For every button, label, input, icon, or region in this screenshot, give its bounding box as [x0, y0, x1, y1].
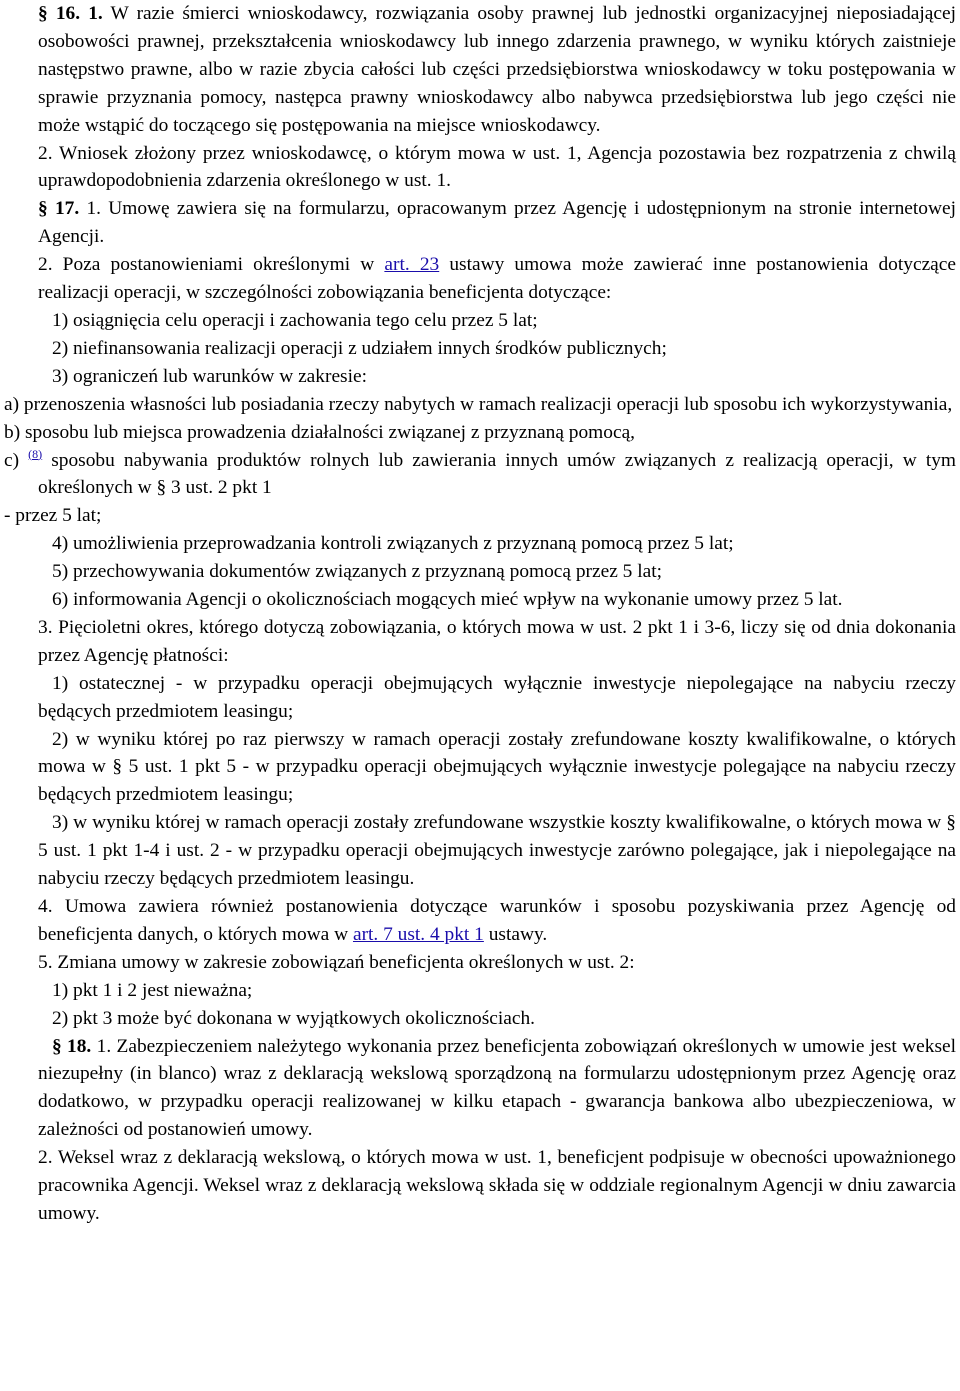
paragraph-17-4-intro: 4. Umowa zawiera również postanowienia dotyczące warunków i sposobu pozyskiwania przez Agencję od beneficjenta danych, o których mowa w	[38, 896, 956, 945]
letter-item-c-text: sposobu nabywania produktów rolnych lub zawierania innych umów związanych z realizacją operacji, w tym określonych w § 3 ust. 2 pkt 1	[38, 449, 956, 499]
art-7-link[interactable]: art. 7 ust. 4 pkt 1	[352, 923, 484, 945]
paragraph-17-3-item-2	[4, 726, 956, 810]
list-item-3: 3) ograniczeń lub warunków w zakresie:	[52, 365, 367, 387]
section-18-number: § 18.	[52, 1035, 92, 1057]
section-17-number: § 17.	[38, 198, 80, 220]
paragraph-17-3: 3. Pięcioletni okres, którego dotyczą zobowiązania, o których mowa w ust. 2 pkt 1 i 3-6, liczy się od dnia dokonania przez Agencję płatności:	[38, 616, 956, 666]
list-item-2: 2) niefinansowania realizacji operacji z udziałem innych środków publicznych;	[52, 337, 667, 359]
paragraph-17-3-item-2-text: 2) w wyniku której po raz pierwszy w ramach operacji zostały zrefundowane koszty kwalifikowalne, o których mowa w § 5 ust. 1 pkt 5 - w przypadku operacji obejmujących wyłącznie inwestycje polegające na nabyciu rzeczy będących przedmiotem leasingu;	[38, 728, 956, 806]
paragraph-18-1	[4, 1033, 956, 1145]
paragraph-17-2-rest: ustawy umowa może zawierać inne postanowienia dotyczące realizacji operacji, w szczególności zobowiązania beneficjenta dotyczące:	[38, 254, 956, 304]
paragraph-16-1	[4, 0, 956, 140]
section-18-1-text: 1. Zabezpieczeniem należytego wykonania przez beneficjenta zobowiązań określonych w umowie jest weksel niezupełny (in blanco) wraz z deklaracją wekslową sporządzoną na formularzu udostępnionym przez Agencję oraz dodatkowo, w przypadku operacji realizowanej w kilku etapach - gwarancja bankowa albo ubezpieczeniowa, w zależności od postanowień umowy.	[38, 1035, 956, 1141]
art-23-link[interactable]: art. 23	[384, 254, 440, 276]
paragraph-16-2: 2. Wniosek złożony przez wnioskodawcę, o którym mowa w ust. 1, Agencja pozostawia bez rozpatrzenia z chwilą uprawdopodobnienia zdarzenia określonego w ust. 1.	[38, 142, 956, 192]
paragraph-18-2: 2. Weksel wraz z deklaracją wekslową, o których mowa w ust. 1, beneficjent podpisuje w obecności upoważnionego pracownika Agencji. Weksel wraz z deklaracją wekslową składa się w oddziale regionalnym Agencji w dniu zawarcia umowy.	[38, 1147, 956, 1224]
paragraph-17-3-item-3	[4, 809, 956, 893]
letter-item-c	[4, 447, 956, 503]
paragraph-17-1	[4, 195, 956, 251]
paragraph-17-3-item-3-text: 3) w wyniku której w ramach operacji zostały zrefundowane wszystkie koszty kwalifikowalne, o których mowa w § 5 ust. 1 pkt 1-4 i ust. 2 - w przypadku operacji obejmujących inwestycje zarówno polegające, jak i niepolegające na nabyciu rzeczy będących przedmiotem leasingu.	[38, 812, 956, 890]
paragraph-17-3-item-1	[4, 670, 956, 726]
paragraph-17-2	[4, 251, 956, 307]
paragraph-17-4	[4, 893, 956, 949]
list-item-4: 4) umożliwienia przeprowadzania kontroli związanych z przyznaną pomocą przez 5 lat;	[52, 533, 734, 555]
paragraph-17-5-item-2: 2) pkt 3 może być dokonana w wyjątkowych okolicznościach.	[52, 1007, 536, 1029]
section-16-number: § 16. 1.	[38, 3, 103, 24]
list-item-1: 1) osiągnięcia celu operacji i zachowania tego celu przez 5 lat;	[52, 309, 538, 331]
section-16-1-text: W razie śmierci wnioskodawcy, rozwiązania osoby prawnej lub jednostki organizacyjnej nieposiadającej osobowości prawnej, przekształcenia wnioskodawcy lub innego zdarzenia prawnego, w wyniku których zaistnieje następstwo prawne, albo w razie zbycia całości lub części przedsiębiorstwa wnioskodawcy w toku postępowania w sprawie przyznania pomocy, następca prawny wnioskodawcy albo nabywca przedsiębiorstwa lub jego części nie może wstąpić do toczącego się postępowania na miejsce wnioskodawcy.	[38, 3, 956, 136]
list-item-6-text: 6) informowania Agencji o okolicznościach mogących mieć wpływ na wykonanie umowy przez 5 lat.	[52, 589, 843, 611]
paragraph-17-4-rest: ustawy.	[483, 923, 548, 945]
list-item-6	[4, 586, 956, 614]
letter-item-c-marker: c)	[4, 449, 29, 471]
footnote-8-link[interactable]: (8)	[28, 446, 43, 461]
letter-item-b: b) sposobu lub miejsca prowadzenia działalności związanej z przyznaną pomocą,	[4, 421, 636, 443]
letter-item-a: a) przenoszenia własności lub posiadania rzeczy nabytych w ramach realizacji operacji lub sposobu ich wykorzystywania,	[4, 393, 953, 415]
paragraph-17-5: 5. Zmiana umowy w zakresie zobowiązań beneficjenta określonych w ust. 2:	[38, 951, 635, 973]
paragraph-17-2-intro: 2. Poza postanowieniami określonymi w	[38, 254, 385, 276]
paragraph-17-5-item-1: 1) pkt 1 i 2 jest nieważna;	[52, 979, 253, 1001]
dash-item: - przez 5 lat;	[4, 505, 102, 527]
list-item-5: 5) przechowywania dokumentów związanych z przyznaną pomocą przez 5 lat;	[52, 561, 662, 583]
paragraph-17-3-item-1-text: 1) ostatecznej - w przypadku operacji obejmujących wyłącznie inwestycje niepolegające na nabyciu rzeczy będących przedmiotem leasingu;	[38, 672, 956, 722]
section-17-1-text: 1. Umowę zawiera się na formularzu, opracowanym przez Agencję i udostępnionym na stronie internetowej Agencji.	[38, 198, 956, 248]
